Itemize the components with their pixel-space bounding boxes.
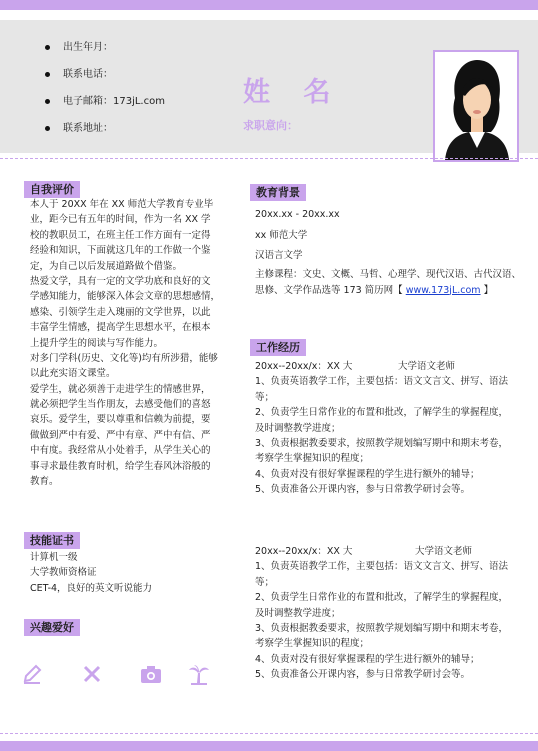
skill-item: 大学教师资格证 (30, 567, 97, 579)
pencil-icon (22, 664, 42, 684)
self-eval-line: 做做到严中有爱、严中有章、严中有信、严 (30, 429, 211, 441)
self-eval-title: 自我评价 (24, 181, 80, 198)
experience-line: 1、负责英语教学工作，主要包括：语文文言文、拼写、语法 (255, 561, 509, 573)
top-accent-bar (0, 0, 538, 10)
self-eval-line: 业，距今已有五年的时间，作为一名 XX 学 (30, 214, 211, 226)
self-eval-line: 教育。 (30, 476, 59, 488)
experience-line: 5、负责准备公开课内容，参与日常教学研讨会等。 (255, 484, 471, 496)
self-eval-line: 中有度。我经常从小处着手，从学生关心的 (30, 445, 211, 457)
experience-line: 等； (255, 391, 275, 403)
info-address: 联系地址： (36, 123, 165, 150)
self-eval-line: 本人于 20XX 年在 XX 师范大学教育专业毕 (30, 199, 214, 210)
bottom-accent-bar (0, 741, 538, 751)
self-eval-line: 上提升学生的阅读与写作能力。 (30, 337, 164, 349)
job-intent: 求职意向： (243, 119, 298, 132)
info-birth: 出生年月： (36, 42, 165, 69)
self-eval-line: 感染、引领学生走入瑰丽的文学世界，以此 (30, 306, 211, 318)
experience-line: 考察学生掌握知识的程度； (255, 453, 370, 465)
footer-divider (0, 733, 538, 734)
experience-line: 3、负责根据教委要求，按照教学规划编写期中和期末考卷， (255, 437, 509, 449)
self-eval-line: 对多门学科(历史、文化等)均有所涉猎，能够 (30, 352, 218, 364)
palm-tree-icon (188, 664, 210, 686)
tools-icon (82, 664, 102, 684)
self-eval-line: 热爱文学，具有一定的文学功底和良好的文 (30, 275, 211, 287)
self-eval-line: 就必须把学生当作朋友，去感受他们的喜怒 (30, 399, 211, 411)
candidate-name: 姓 名 (243, 77, 343, 108)
self-eval-line: 学感知能力，能够深入体会文章的思想感情， (30, 291, 221, 303)
skills-title: 技能证书 (24, 532, 80, 549)
self-eval-line: 以此充实语文课堂。 (30, 368, 116, 380)
education-courses-cont: 思修、文学作品选等 173 简历网【 www.173jL.com 】 (255, 284, 494, 296)
self-eval-line: 丰富学生情感，提高学生思想水平，在根本 (30, 322, 211, 334)
camera-icon (140, 664, 162, 684)
education-major: 汉语言文学 (255, 249, 303, 261)
self-eval-line: 事寻求最佳教育时机，给学生春风沐浴般的 (30, 460, 211, 472)
experience-head: 20xx--20xx/x：XX 大 大学语文老师 (255, 361, 456, 372)
experience-line: 2、负责学生日常作业的布置和批改，了解学生的掌握程度， (255, 592, 509, 604)
header-panel (0, 20, 538, 153)
experience-line: 4、负责对没有很好掌握课程的学生进行额外的辅导； (255, 653, 480, 665)
experience-line: 2、负责学生日常作业的布置和批改，了解学生的掌握程度， (255, 407, 509, 419)
self-eval-line: 哀乐。爱学生，要以尊重和信赖为前提，要 (30, 414, 211, 426)
experience-block-1 (255, 359, 527, 498)
self-eval-line: 经验和知识，下面就这几年的工作做一个鉴 (30, 245, 211, 257)
education-school: xx 师范大学 (255, 230, 308, 242)
experience-line: 5、负责准备公开课内容，参与日常教学研讨会等。 (255, 669, 471, 681)
experience-block-2 (255, 544, 527, 683)
education-courses: 主修课程：文史、文概、马哲、心理学、现代汉语、古代汉语、 (255, 269, 522, 281)
experience-line: 及时调整教学进度； (255, 607, 341, 619)
contact-info-list (36, 42, 165, 150)
skill-item: 计算机一级 (30, 552, 78, 563)
education-title: 教育背景 (250, 184, 306, 201)
avatar (433, 50, 519, 162)
skill-item: CET-4，良好的英文听说能力 (30, 582, 153, 594)
self-eval-line: 校的教职员工，在班主任工作方面有一定得 (30, 229, 211, 241)
self-eval-text (30, 197, 235, 489)
experience-line: 及时调整教学进度； (255, 422, 341, 434)
experience-line: 1、负责英语教学工作，主要包括：语文文言文、拼写、语法 (255, 376, 509, 388)
education-text (255, 207, 525, 298)
header-divider (0, 158, 538, 159)
education-period: 20xx.xx - 20xx.xx (255, 209, 340, 220)
hobby-title: 兴趣爱好 (24, 619, 80, 636)
info-email: 电子邮箱：173jL.com (36, 96, 165, 123)
avatar-illustration (435, 52, 517, 160)
experience-line: 3、负责根据教委要求，按照教学规划编写期中和期末考卷， (255, 622, 509, 634)
experience-line: 4、负责对没有很好掌握课程的学生进行额外的辅导； (255, 468, 480, 480)
website-link[interactable]: www.173jL.com (405, 284, 481, 296)
self-eval-line: 定，为自己以后发展道路做个借鉴。 (30, 260, 183, 272)
info-phone: 联系电话： (36, 69, 165, 96)
experience-head: 20xx--20xx/x：XX 大 大学语文老师 (255, 546, 473, 557)
experience-line: 等； (255, 576, 275, 588)
experience-title: 工作经历 (250, 339, 306, 356)
experience-line: 考察学生掌握知识的程度； (255, 638, 370, 650)
self-eval-line: 爱学生，就必须善于走进学生的情感世界， (30, 383, 211, 395)
skills-text (30, 550, 235, 596)
hobby-icons (22, 664, 222, 688)
